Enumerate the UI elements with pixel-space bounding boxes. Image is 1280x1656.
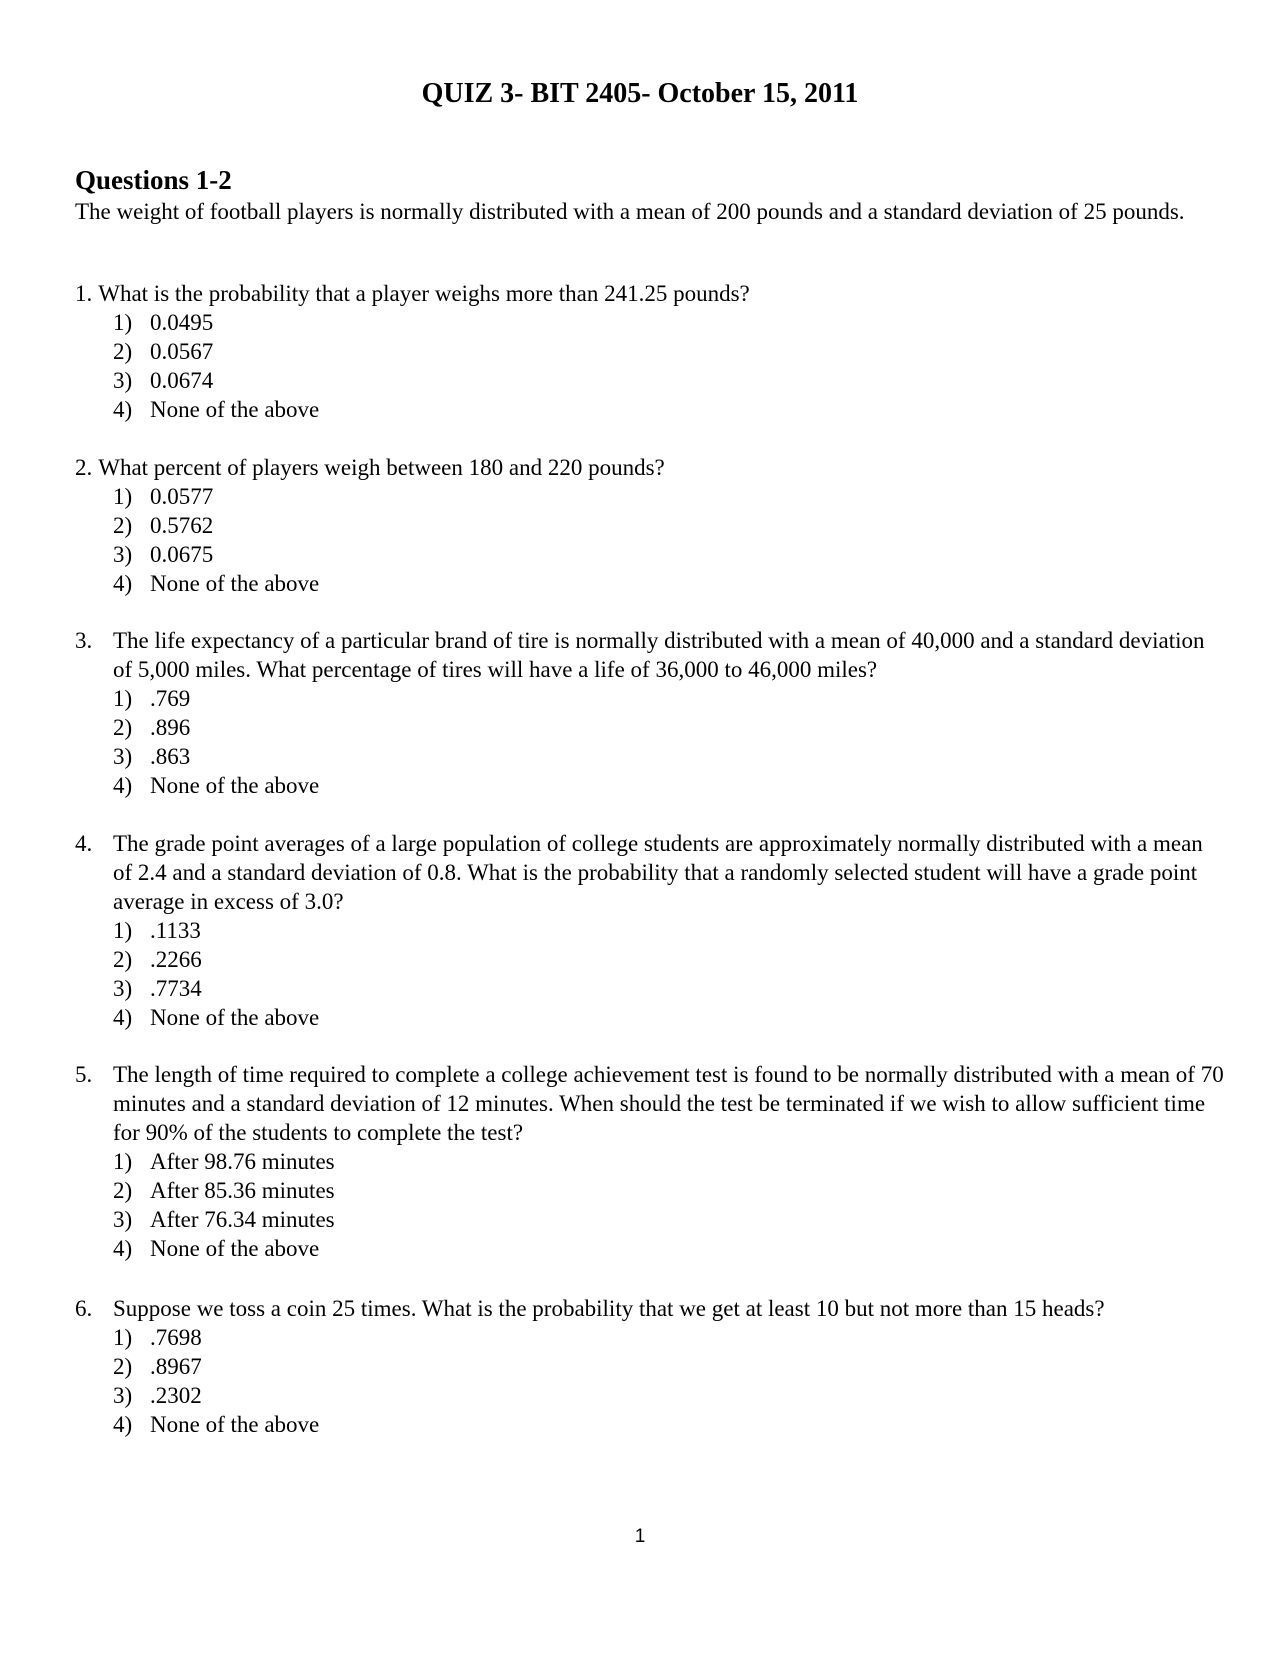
option-item [113, 395, 1225, 424]
option-number: 4) [113, 571, 133, 596]
option-item [113, 771, 1225, 800]
option-item [113, 308, 1225, 337]
question-text: The grade point averages of a large population of college students are approximately normally distributed with a mean of 2.4 and a standard deviation of 0.8. What is the probability that a randomly selected student will have a grade point average in excess of 3.0? [113, 831, 1203, 914]
option-item [113, 569, 1225, 598]
option-item [113, 1352, 1225, 1381]
option-item [113, 974, 1225, 1003]
question-stem [75, 453, 1225, 482]
question-number: 3. [75, 628, 93, 653]
question-text: What is the probability that a player weighs more than 241.25 pounds? [98, 281, 750, 306]
option-item [113, 1147, 1225, 1176]
option-text: .8967 [150, 1354, 202, 1379]
question-text: The length of time required to complete a college achievement test is found to be normally distributed with a mean of 70 minutes and a standard deviation of 12 minutes. When should the test be terminated if we wish to allow sufficient time for 90% of the students to complete the test? [113, 1062, 1224, 1145]
question-4 [75, 829, 1225, 1032]
option-item [113, 1205, 1225, 1234]
option-item [113, 366, 1225, 395]
option-number: 3) [113, 744, 133, 769]
question-6 [75, 1294, 1225, 1439]
option-number: 1) [113, 686, 133, 711]
option-text: 0.5762 [150, 513, 214, 538]
question-text: The life expectancy of a particular brand of tire is normally distributed with a mean of 40,000 and a standard deviation of 5,000 miles. What percentage of tires will have a life of 36,000 to 46,000 miles? [113, 628, 1205, 682]
option-list [75, 684, 1225, 800]
option-list [75, 1323, 1225, 1439]
question-number: 1. [75, 281, 93, 306]
option-number: 2) [113, 947, 133, 972]
question-text: Suppose we toss a coin 25 times. What is the probability that we get at least 10 but not more than 15 heads? [113, 1296, 1105, 1321]
option-item [113, 945, 1225, 974]
question-number: 2. [75, 455, 93, 480]
option-text: .7734 [150, 976, 202, 1001]
option-item [113, 337, 1225, 366]
option-number: 1) [113, 484, 133, 509]
option-number: 4) [113, 773, 133, 798]
option-text: None of the above [150, 1005, 320, 1030]
option-number: 4) [113, 397, 133, 422]
option-text: .2302 [150, 1383, 202, 1408]
option-number: 2) [113, 1178, 133, 1203]
question-number: 6. [75, 1296, 93, 1321]
question-2 [75, 453, 1225, 598]
option-number: 3) [113, 542, 133, 567]
option-item [113, 540, 1225, 569]
question-stem [75, 1294, 1225, 1323]
option-number: 2) [113, 339, 133, 364]
option-text: 0.0675 [150, 542, 214, 567]
option-text: .769 [150, 686, 191, 711]
option-number: 4) [113, 1236, 133, 1261]
question-stem [75, 626, 1225, 684]
option-list [75, 308, 1225, 424]
option-list [75, 1147, 1225, 1263]
option-number: 2) [113, 513, 133, 538]
option-item [113, 1410, 1225, 1439]
option-text: None of the above [150, 773, 320, 798]
option-list [75, 482, 1225, 598]
option-number: 1) [113, 1325, 133, 1350]
option-text: None of the above [150, 397, 320, 422]
option-item [113, 742, 1225, 771]
option-text: .896 [150, 715, 191, 740]
option-text: .2266 [150, 947, 202, 972]
option-text: .863 [150, 744, 191, 769]
option-text: None of the above [150, 1412, 320, 1437]
option-number: 3) [113, 368, 133, 393]
option-text: None of the above [150, 1236, 320, 1261]
page-number: 1 [634, 1526, 646, 1547]
option-number: 2) [113, 1354, 133, 1379]
option-item [113, 1003, 1225, 1032]
option-text: .7698 [150, 1325, 202, 1350]
option-number: 1) [113, 918, 133, 943]
option-text: After 76.34 minutes [150, 1207, 335, 1232]
option-item [113, 684, 1225, 713]
option-text: After 85.36 minutes [150, 1178, 335, 1203]
option-text: 0.0495 [150, 310, 214, 335]
option-item [113, 1323, 1225, 1352]
section-intro: The weight of football players is normally distributed with a mean of 200 pounds and a standard deviation of 25 pounds. [75, 199, 1185, 224]
option-text: After 98.76 minutes [150, 1149, 335, 1174]
question-number: 5. [75, 1062, 93, 1087]
option-item [113, 482, 1225, 511]
question-3 [75, 626, 1225, 800]
option-number: 1) [113, 1149, 133, 1174]
question-stem [75, 829, 1225, 916]
option-number: 3) [113, 1207, 133, 1232]
option-text: None of the above [150, 571, 320, 596]
option-item [113, 713, 1225, 742]
question-stem [75, 279, 1225, 308]
option-text: 0.0567 [150, 339, 214, 364]
question-5 [75, 1060, 1225, 1263]
option-item [113, 1381, 1225, 1410]
option-number: 1) [113, 310, 133, 335]
option-number: 2) [113, 715, 133, 740]
option-number: 3) [113, 976, 133, 1001]
question-number: 4. [75, 831, 93, 856]
question-stem [75, 1060, 1225, 1147]
option-item [113, 511, 1225, 540]
option-text: .1133 [150, 918, 201, 943]
option-item [113, 1176, 1225, 1205]
option-text: 0.0674 [150, 368, 214, 393]
option-number: 4) [113, 1005, 133, 1030]
option-number: 4) [113, 1412, 133, 1437]
page-title: QUIZ 3- BIT 2405- October 15, 2011 [421, 78, 859, 109]
option-list [75, 916, 1225, 1032]
section-heading: Questions 1-2 [75, 165, 232, 195]
option-number: 3) [113, 1383, 133, 1408]
question-text: What percent of players weigh between 180 and 220 pounds? [98, 455, 665, 480]
option-text: 0.0577 [150, 484, 214, 509]
option-item [113, 1234, 1225, 1263]
option-item [113, 916, 1225, 945]
question-1 [75, 279, 1225, 424]
